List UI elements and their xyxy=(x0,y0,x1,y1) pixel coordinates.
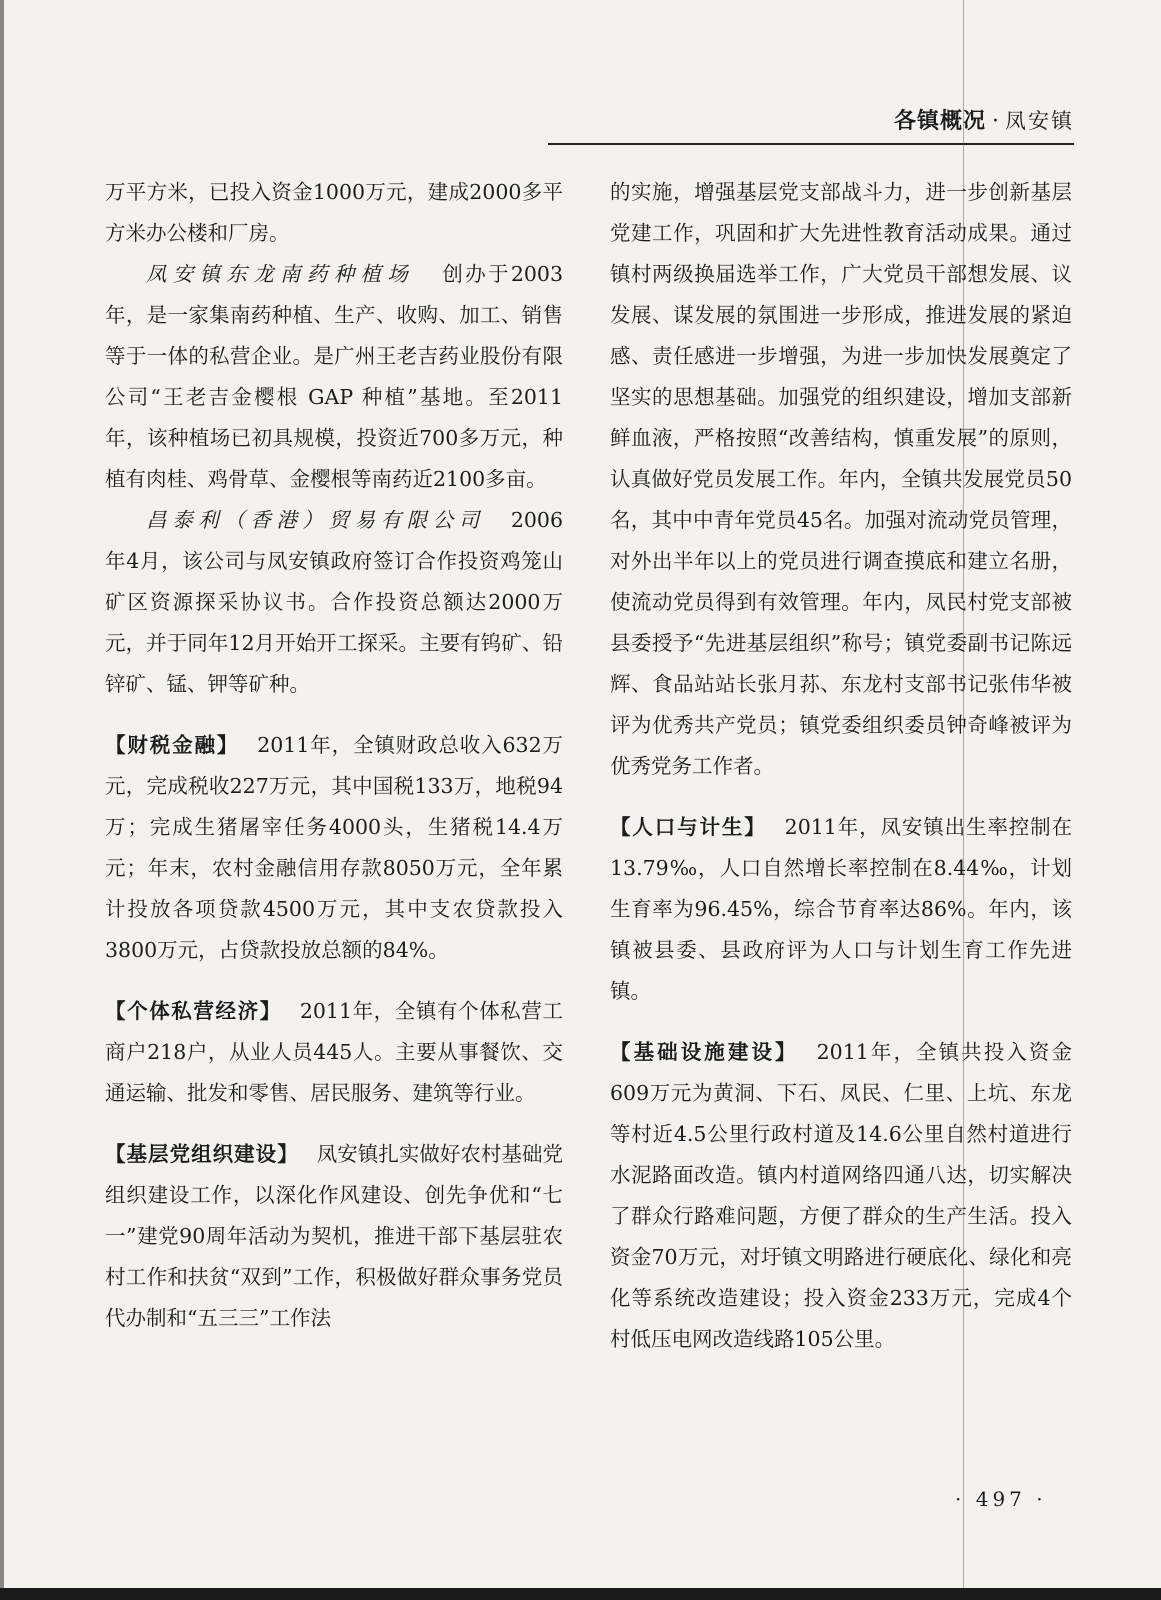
running-header xyxy=(548,104,1074,145)
scan-fold-line xyxy=(963,0,964,1600)
paragraph-continuation: 万平方米，已投入资金1000万元，建成2000多平方米办公楼和厂房。 xyxy=(105,180,563,245)
section-finance xyxy=(105,725,563,971)
section-text: 2011年，全镇有个体私营工商户218户，从业人员445人。主要从事餐饮、交通运输、批发和零售、居民服务、建筑等行业。 xyxy=(105,999,563,1105)
header-subtitle: 凤安镇 xyxy=(1005,109,1074,133)
paragraph-text: 2006年4月，该公司与凤安镇政府签订合作投资鸡笼山矿区资源探采协议书。合作投资总额达2000万元，并于同年12月开始开工探采。主要有钨矿、铅锌矿、锰、钾等矿种。 xyxy=(105,508,563,696)
section-population xyxy=(610,807,1072,1012)
page-number: · 497 · xyxy=(955,1487,1047,1511)
header-title: 各镇概况 xyxy=(893,109,986,134)
section-text: 2011年，全镇共投入资金609万元为黄洞、下石、凤民、仁里、上坑、东龙等村近4.5公里行政村道及14.6公里自然村道进行水泥路面改造。镇内村道网络四通八达，切实解决了群众行路难问题，方便了群众的生产生活。投入资金70万元，对圩镇文明路进行硬底化、绿化和亮化等系统改造建设；投入资金233万元，完成4个村低压电网改造线路105公里。 xyxy=(610,1040,1072,1351)
paragraph-changtaili-company xyxy=(105,500,563,705)
section-title: 【基层党组织建设】 xyxy=(105,1142,299,1166)
section-title: 【财税金融】 xyxy=(105,733,240,757)
section-title: 【个体私营经济】 xyxy=(105,999,282,1023)
paragraph-text: 创办于2003年，是一家集南药种植、生产、收购、加工、销售等于一体的私营企业。是广州王老吉药业股份有限公司“王老吉金樱根 GAP 种植”基地。至2011年，该种植场已初具规模，投资近700多万元，种植有肉桂、鸡骨草、金樱根等南药近2100多亩。 xyxy=(105,262,564,491)
right-column xyxy=(610,172,1072,1360)
section-title: 【人口与计生】 xyxy=(610,815,767,839)
section-text: 凤安镇扎实做好农村基础党组织建设工作，以深化作风建设、创先争优和“七一”建党90周年活动为契机，推进干部下基层驻农村工作和扶贫“双到”工作，积极做好群众事务党员代办制和“五三三”工作法 xyxy=(105,1142,564,1330)
section-text: 2011年，凤安镇出生率控制在13.79‰，人口自然增长率控制在8.44‰，计划生育率为96.45%，综合节育率达86%。年内，该镇被县委、县政府评为人口与计划生育工作先进镇。 xyxy=(610,815,1072,1003)
scan-left-edge xyxy=(0,0,4,1600)
scan-bottom-edge xyxy=(0,1588,1161,1600)
paragraph-party-building-continued: 的实施，增强基层党支部战斗力，进一步创新基层党建工作，巩固和扩大先进性教育活动成果。通过镇村两级换届选举工作，广大党员干部想发展、议发展、谋发展的氛围进一步形成，推进发展的紧迫感、责任感进一步增强，为进一步加快发展奠定了坚实的思想基础。加强党的组织建设，增加支部新鲜血液，严格按照“改善结构，慎重发展”的原则，认真做好党员发展工作。年内，全镇共发展党员50名，其中中青年党员45名。加强对流动党员管理，对外出半年以上的党员进行调查摸底和建立名册，使流动党员得到有效管理。年内，凤民村党支部被县委授予“先进基层组织”称号；镇党委副书记陈远辉、食品站站长张月荪、东龙村支部书记张伟华被评为优秀共产党员；镇党委组织委员钟奇峰被评为优秀党务工作者。 xyxy=(610,180,1072,778)
section-private-economy xyxy=(105,991,563,1114)
entity-name: 昌泰利（香港）贸易有限公司 xyxy=(146,508,485,532)
header-separator: · xyxy=(992,109,999,134)
section-infrastructure xyxy=(610,1032,1072,1360)
section-title: 【基础设施建设】 xyxy=(610,1040,799,1064)
entity-name: 凤安镇东龙南药种植场 xyxy=(146,262,415,286)
paragraph-dongling-plantation xyxy=(105,254,563,500)
section-party-building xyxy=(105,1134,563,1339)
left-column xyxy=(105,172,563,1339)
section-text: 2011年，全镇财政总收入632万元，完成税收227万元，其中国税133万，地税94万；完成生猪屠宰任务4000头，生猪税14.4万元；年末，农村金融信用存款8050万元，全年累计投放各项贷款4500万元，其中支农贷款投入3800万元，占贷款投放总额的84%。 xyxy=(105,733,563,962)
